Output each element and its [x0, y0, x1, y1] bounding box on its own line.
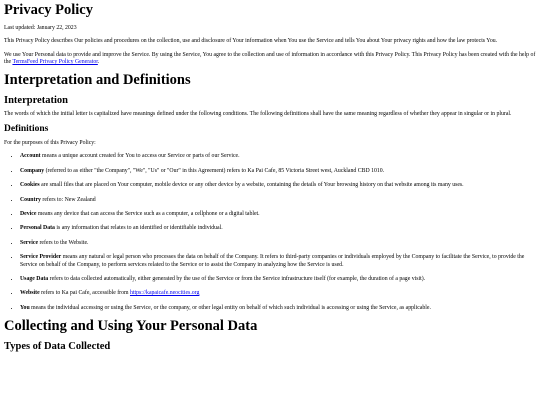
definition-term: Account	[20, 153, 41, 160]
definition-term: Service	[20, 239, 39, 246]
definition-item	[20, 182, 536, 189]
definition-term: Device	[20, 210, 37, 217]
subheading-types-of-data: Types of Data Collected	[4, 341, 111, 353]
website-link[interactable]: https://kapaicafe.neocities.org	[129, 290, 200, 297]
definition-item	[20, 197, 536, 204]
intro-paragraph-2-end: .	[97, 59, 100, 66]
definition-item	[20, 153, 536, 160]
definition-item	[20, 290, 536, 297]
intro-paragraph-1: This Privacy Policy describes Our policies and procedures on the collection, use and disclosure of Your information when You use the Service and tells You about Your privacy rights and how the law protects You.	[4, 38, 498, 45]
intro-paragraph-2	[4, 52, 536, 67]
definition-item	[20, 211, 536, 218]
subheading-interpretation: Interpretation	[4, 94, 68, 106]
definition-term: Cookies	[20, 182, 40, 189]
definition-text: (referred to as either "the Company", "We", "Us" or "Our" in this Agreement) refers to Ka Pai Cafe, 85 Victoria Street west, Auckland CBD 1010.	[44, 167, 385, 174]
definition-text: refers to: New Zealand	[40, 196, 96, 203]
definition-term: Usage Data	[20, 275, 49, 282]
definition-item	[20, 305, 536, 312]
definition-text: is any information that relates to an identified or identifiable individual.	[54, 225, 223, 232]
interpretation-text: The words of which the initial letter is capitalized have meanings defined under the following conditions. The following definitions shall have the same meaning regardless of whether they appear in singular or in plural.	[4, 111, 512, 118]
definition-text: refers to data collected automatically, either generated by the use of the Service or from the Service infrastructure itself (for example, the duration of a page visit).	[48, 275, 426, 282]
definition-text: means the individual accessing or using the Service, or the company, or other legal entity on behalf of which such individual is accessing or using the Service, as applicable.	[29, 304, 431, 311]
definition-text: means any device that can access the Service such as a computer, a cellphone or a digital tablet.	[36, 210, 260, 217]
termsfeed-generator-link[interactable]: TermsFeed Privacy Policy Generator	[12, 59, 98, 66]
definition-term: Company	[20, 167, 45, 174]
definition-text: refers to the Website.	[38, 239, 89, 246]
definition-term: Website	[20, 290, 40, 297]
definitions-intro: For the purposes of this Privacy Policy:	[4, 139, 96, 146]
definition-item	[20, 225, 536, 232]
definition-term: Personal Data	[20, 225, 55, 232]
definition-term: Service Provider	[20, 254, 62, 261]
definitions-list	[4, 153, 536, 312]
page-title: Privacy Policy	[4, 2, 93, 18]
intro-paragraph-2-text: We use Your Personal data to provide and improve the Service. By using the Service, You agree to the collection and use of information in accordance with this Privacy Policy. This Privacy Policy has been created with the help of the	[4, 51, 536, 66]
definition-text: are small files that are placed on Your computer, mobile device or any other device by a website, containing the details of Your browsing history on that website among its many uses.	[39, 182, 464, 189]
definition-item	[20, 254, 536, 269]
subheading-definitions: Definitions	[4, 124, 49, 135]
definition-item	[20, 240, 536, 247]
definition-text: refers to Ka pai Cafe, accessible from	[39, 290, 130, 297]
definition-item	[20, 276, 536, 283]
definition-term: You	[20, 304, 30, 311]
definition-text: means any natural or legal person who processes the data on behalf of the Company. It refers to third-party companies or individuals employed by the Company to facilitate the Service, to provide the Service on behalf of the Company, to perform services related to the Service or to assist the Company in analyzing how the Service is used.	[20, 254, 525, 268]
definition-text: means a unique account created for You to access our Service or parts of our Service.	[40, 153, 240, 160]
last-updated: Last updated: January 22, 2023	[4, 24, 77, 31]
section-heading-collecting-using: Collecting and Using Your Personal Data	[4, 318, 258, 335]
definition-item	[20, 168, 536, 175]
definition-term: Country	[20, 196, 41, 203]
section-heading-interpretation-definitions: Interpretation and Definitions	[4, 71, 191, 88]
